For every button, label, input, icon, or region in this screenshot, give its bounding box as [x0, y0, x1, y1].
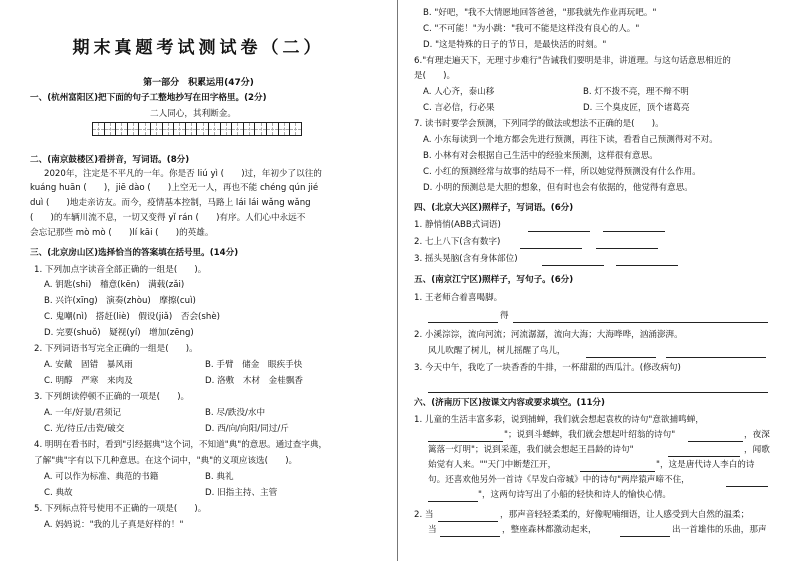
s4-answer-line-3b[interactable] — [616, 265, 678, 266]
s5-item-2-line-2: 风儿吹醒了树儿，树儿摇醒了鸟儿， — [428, 346, 566, 356]
s5-item-1-de: 得 — [500, 311, 509, 321]
s5-answer-line-1a[interactable] — [428, 322, 498, 323]
part-title: 第一部分 积累运用(47分) — [143, 78, 254, 88]
section-4-heading: 四、(北京大兴区)照样子，写词语。(6分) — [414, 203, 574, 213]
s6-item-2-line-1b: ，那声音轻轻柔柔的，好像呢喃细语，让人感受到大自然的温柔； — [500, 510, 750, 520]
q6-stem-line-1: 6."有理走遍天下，无理寸步难行"告诫我们要明是非，讲道理。与这句话意思相近的 — [414, 56, 731, 66]
s6-blank-7[interactable] — [438, 521, 498, 522]
s6-item-1-line-5: 句。还喜欢他另外一首诗《早发白帝城》中的诗句"两岸猿声啼不住， — [428, 475, 690, 485]
s5-answer-line-3[interactable] — [428, 392, 768, 393]
q1-stem: 1. 下列加点字读音全部正确的一组是( )。 — [34, 265, 207, 275]
q3-stem: 3. 下列朗读停顿不正确的一项是( )。 — [34, 392, 190, 402]
q3-option-c: C. 光/待丘/击瓷/破交 — [44, 424, 125, 434]
section-2-heading: 二、(南京鼓楼区)看拼音，写词语。(8分) — [30, 155, 190, 165]
s6-item-2-line-2: 当 — [428, 525, 437, 535]
pinyin-line-5: 会忘记那些 mò mò ( )lí kāi ( )的英雄。 — [30, 228, 214, 238]
s5-item-3: 3. 今天中午，我吃了一块香香的牛排，一杯甜甜的西瓜汁。(修改病句) — [414, 363, 681, 373]
q7-option-b: B. 小林有对会根据自己生活中的经验来预测，这样很有意思。 — [423, 151, 658, 161]
q4-stem-line-1: 4. 明明在看书时，看到"引经据典"这个词，不知道"典"的意思。通过查字典， — [34, 440, 328, 450]
right-column — [397, 0, 794, 561]
q4-option-c: C. 典故 — [44, 488, 73, 498]
s6-blank-5[interactable] — [726, 486, 768, 487]
q1-option-c: C. 鬼嘲(nì) 搭赶(liè) 假设(jiǎ) 否会(shè) — [44, 312, 220, 322]
page-title: 期末真题考试测试卷（二） — [72, 38, 325, 58]
s6-item-1-line-4b: "，这是唐代诗人李白的诗 — [656, 460, 755, 470]
s4-answer-line-3a[interactable] — [542, 265, 604, 266]
q3-option-d: D. 西/向/向阳/同过/斤 — [205, 424, 289, 434]
section-3-heading: 三、(北京房山区)选择恰当的答案填在括号里。(14分) — [30, 248, 239, 258]
section-6-heading: 六、(济南历下区)按课文内容或要求填空。(11分) — [414, 398, 605, 408]
q5-option-d: D. "这是特殊的日子的节日，是最快活的时刻。" — [423, 40, 607, 50]
s4-item-2: 2. 七上八下(含有数字) — [414, 237, 501, 247]
s4-answer-line-2b[interactable] — [596, 248, 658, 249]
q2-option-d: D. 洛敷 木材 金桂飘香 — [205, 376, 304, 386]
q7-option-d: D. 小明的预测总是大胆的想象，但有时也会有依据的，他觉得有意思。 — [423, 183, 693, 193]
copy-sentence: 二人同心，其利断金。 — [150, 109, 236, 119]
s6-blank-3[interactable] — [668, 456, 740, 457]
pinyin-line-2: kuáng huān ( )，jiē dào ( )上空无一人，再也不能 chéng qún jié — [30, 183, 319, 193]
s6-item-1-line-3b: ，闻歌 — [744, 445, 770, 455]
q6-option-d: D. 三个臭皮匠，顶个诸葛亮 — [583, 103, 690, 113]
s6-item-1-line-6: "，这两句诗写出了小船的轻快和诗人的愉快心情。 — [478, 490, 672, 500]
q3-option-b: B. 尽/跌没/水中 — [205, 408, 266, 418]
q5-option-a: A. 妈妈说："我的儿子真是好样的！" — [44, 520, 184, 530]
q1-option-d: D. 完要(shuǒ) 疑视(yí) 增加(zēng) — [44, 328, 194, 338]
q2-stem: 2. 下列词语书写完全正确的一组是( )。 — [34, 344, 198, 354]
pinyin-line-4: ( )的车辆川流不息，一切又变得 yǐ rán ( )有序。人们心中永远不 — [30, 213, 306, 223]
s6-item-1-line-1: 1. 儿童的生活丰富多彩，说到捕蝉，我们就会想起袁枚的诗句"意欲捕鸣蝉， — [414, 415, 704, 425]
q2-option-a: A. 安戴 固错 暴风雨 — [44, 360, 133, 370]
q5-option-c: C. "不可能！"为小跳："我可不能是这样没有良心的人。" — [423, 24, 640, 34]
q5-option-b: B. "好吧，"我不大情愿地回答爸爸，"那我就先作业再玩吧。" — [423, 8, 657, 18]
s4-answer-line-2a[interactable] — [520, 248, 582, 249]
q2-option-c: C. 明醇 严寒 来肉及 — [44, 376, 133, 386]
s6-blank-4[interactable] — [580, 471, 655, 472]
q2-option-b: B. 手臂 储金 眼疾手快 — [205, 360, 303, 370]
s4-item-3: 3. 摇头晃脑(含有身体部位) — [414, 254, 518, 264]
q6-stem-line-2: 是( )。 — [414, 71, 456, 81]
q4-stem-line-2: 了解"典"字有以下几种意思。在这个词中，"典"的义项应该选( )。 — [34, 456, 298, 466]
q6-option-c: C. 言必信，行必果 — [423, 103, 495, 113]
q7-option-a: A. 小东每读到一个地方都会先进行预测，再往下读，看看自己预测得对不对。 — [423, 135, 718, 145]
s6-blank-9[interactable] — [620, 536, 670, 537]
q6-option-b: B. 灯不拨不亮，理不辩不明 — [583, 87, 689, 97]
s6-item-1-line-3: 篱落一灯明"；说到采莲，我们就会想起王昌龄的诗句" — [428, 445, 634, 455]
s5-answer-line-1b[interactable] — [513, 322, 768, 323]
q4-option-d: D. 旧指主持、主管 — [205, 488, 278, 498]
section-5-heading: 五、(南京江宁区)照样子，写句子。(6分) — [414, 275, 574, 285]
s6-item-1-line-4: 始觉有人来。""天门中断楚江开， — [428, 460, 557, 470]
s6-item-1-line-2b: ，夜深 — [744, 430, 770, 440]
s4-answer-line-1b[interactable] — [603, 231, 665, 232]
s5-item-2-line-1: 2. 小溪淙淙，流向河流；河流潺潺，流向大海；大海哗哗，汹涌澎湃。 — [414, 330, 683, 340]
q1-option-a: A. 钥匙(shi) 稽意(kēn) 满载(zǎi) — [44, 280, 185, 290]
s5-item-1: 1. 王老师合着喜喝脚。 — [414, 293, 503, 303]
pinyin-line-1: 2020年，注定是不平凡的一年。你是否 liú yì ( )过，年初少了以往的 — [44, 169, 322, 179]
pinyin-line-3: duì ( )地走亲访友。而今，疫情基本控制，马路上 lái lái wǎng wǎng — [30, 198, 311, 208]
tianzige-grid[interactable] — [92, 122, 301, 136]
s6-blank-2[interactable] — [688, 441, 743, 442]
s4-answer-line-1a[interactable] — [528, 231, 590, 232]
s6-blank-6[interactable] — [428, 501, 478, 502]
q7-option-c: C. 小红的预测经常与故事的结局不一样，所以她觉得预测没有什么作用。 — [423, 167, 701, 177]
q3-option-a: A. 一年/好景/君须记 — [44, 408, 122, 418]
q4-option-b: B. 典礼 — [205, 472, 234, 482]
s6-item-1-line-2: "；说到斗蟋蟀，我们就会想起叶绍翁的诗句" — [504, 430, 676, 440]
s6-blank-1[interactable] — [428, 441, 503, 442]
q7-stem: 7. 读书时要学会预测，下列同学的做法或想法不正确的是( )。 — [414, 119, 664, 129]
q1-option-b: B. 兴许(xīng) 演奏(zhòu) 摩擦(cuì) — [44, 296, 196, 306]
s6-item-2-line-1: 2. 当 — [414, 510, 434, 520]
q4-option-a: A. 可以作为标准、典范的书籍 — [44, 472, 159, 482]
q5-stem: 5. 下列标点符号使用不正确的一项是( )。 — [34, 504, 207, 514]
section-1-heading: 一、(杭州富阳区)把下面的句子工整地抄写在田字格里。(2分) — [30, 93, 267, 103]
s5-answer-line-2b[interactable] — [666, 357, 766, 358]
s6-item-2-line-2b: ，整座森林都激动起来， — [502, 525, 597, 535]
s4-item-1: 1. 静悄悄(ABB式词语) — [414, 220, 501, 230]
s6-blank-8[interactable] — [440, 536, 500, 537]
q6-option-a: A. 人心齐，泰山移 — [423, 87, 495, 97]
s5-answer-line-2a[interactable] — [586, 357, 656, 358]
s6-item-2-line-2c: 出一首雄伟的乐曲，那声 — [672, 525, 767, 535]
